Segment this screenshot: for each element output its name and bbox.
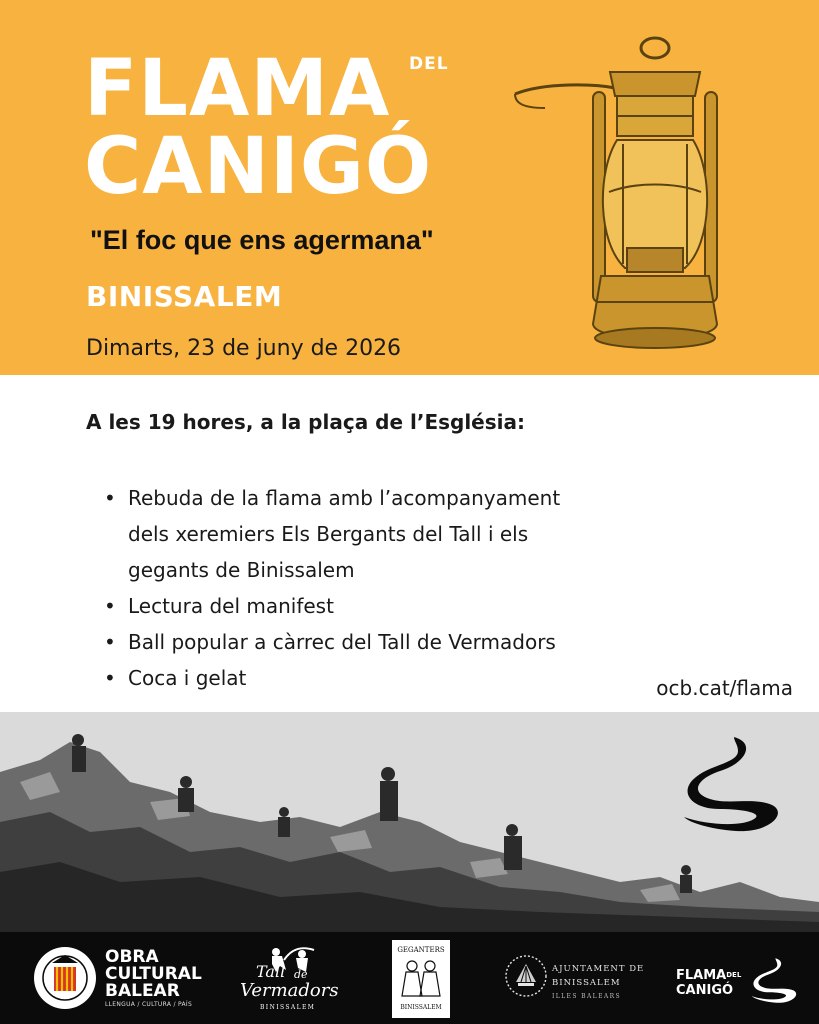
slogan: "El foc que ens agermana"	[90, 225, 434, 255]
ocb-line2: CULTURAL	[105, 964, 202, 984]
activities-list	[104, 480, 694, 696]
bullet: •	[104, 666, 116, 690]
ocb-line1: OBRA	[105, 947, 159, 967]
ajuntament-line3: ILLES BALEARS	[552, 993, 622, 1000]
header-banner	[0, 0, 819, 375]
tall-line2: de	[294, 968, 308, 981]
bullet: •	[104, 486, 116, 510]
town-name: BINISSALEM	[86, 280, 283, 313]
gegants-top: GEGANTERS	[397, 946, 445, 954]
flama-small-line2: CANIGÓ	[676, 983, 734, 998]
s-flame-icon	[748, 952, 800, 1008]
gegants-bottom: BINISSALEM	[400, 1004, 442, 1011]
tall-vermadors-logo	[236, 944, 339, 1016]
bullet: •	[104, 630, 116, 654]
list-item	[104, 624, 694, 660]
ajuntament-line1: AJUNTAMENT DE	[552, 964, 645, 974]
ocb-seal-icon	[32, 945, 98, 1011]
bullet: •	[104, 594, 116, 618]
list-item	[104, 660, 694, 696]
title-canigo: CANIGÓ	[84, 122, 433, 212]
activity-text: gegants de Binissalem	[128, 558, 355, 582]
ocb-line3: BALEAR	[105, 981, 180, 1001]
flama-small-del: DEL	[726, 971, 742, 979]
activity-text: Coca i gelat	[128, 666, 247, 690]
list-item-continuation	[104, 516, 694, 552]
ocb-tagline: LLENGUA / CULTURA / PAÍS	[105, 1001, 193, 1008]
list-item	[104, 588, 694, 624]
activity-text: Ball popular a càrrec del Tall de Vermadors	[128, 630, 556, 654]
activity-text: Lectura del manifest	[128, 594, 334, 618]
flama-canigo-small-logo	[676, 968, 741, 998]
title-flama: FLAMA	[84, 44, 391, 134]
ajuntament-name	[552, 962, 644, 1004]
gegants-figures-icon	[392, 958, 450, 998]
gegants-logo	[392, 940, 450, 1018]
event-date: Dimarts, 23 de juny de 2026	[86, 336, 402, 361]
dancers-icon	[236, 944, 336, 976]
sponsors-footer	[0, 932, 819, 1024]
flama-small-line1: FLAMA	[676, 968, 727, 983]
ajuntament-shell-icon	[504, 954, 548, 998]
s-flame-icon	[676, 733, 786, 833]
tall-town: BINISSALEM	[260, 1004, 316, 1011]
activity-text: dels xeremiers Els Bergants del Tall i els	[128, 522, 529, 546]
ajuntament-line2: BINISSALEM	[552, 978, 621, 988]
website-link[interactable]: ocb.cat/flama	[656, 676, 793, 700]
tall-line1: Tall	[256, 962, 286, 981]
tall-line3: Vermadors	[240, 980, 339, 1001]
title-del: DEL	[409, 54, 449, 74]
list-item	[104, 480, 694, 516]
info-heading: A les 19 hores, a la plaça de l’Església:	[86, 410, 526, 434]
ocb-name	[105, 949, 202, 1009]
activity-text: Rebuda de la flama amb l’acompanyament	[128, 486, 561, 510]
lantern-icon	[505, 32, 735, 362]
list-item-continuation	[104, 552, 694, 588]
